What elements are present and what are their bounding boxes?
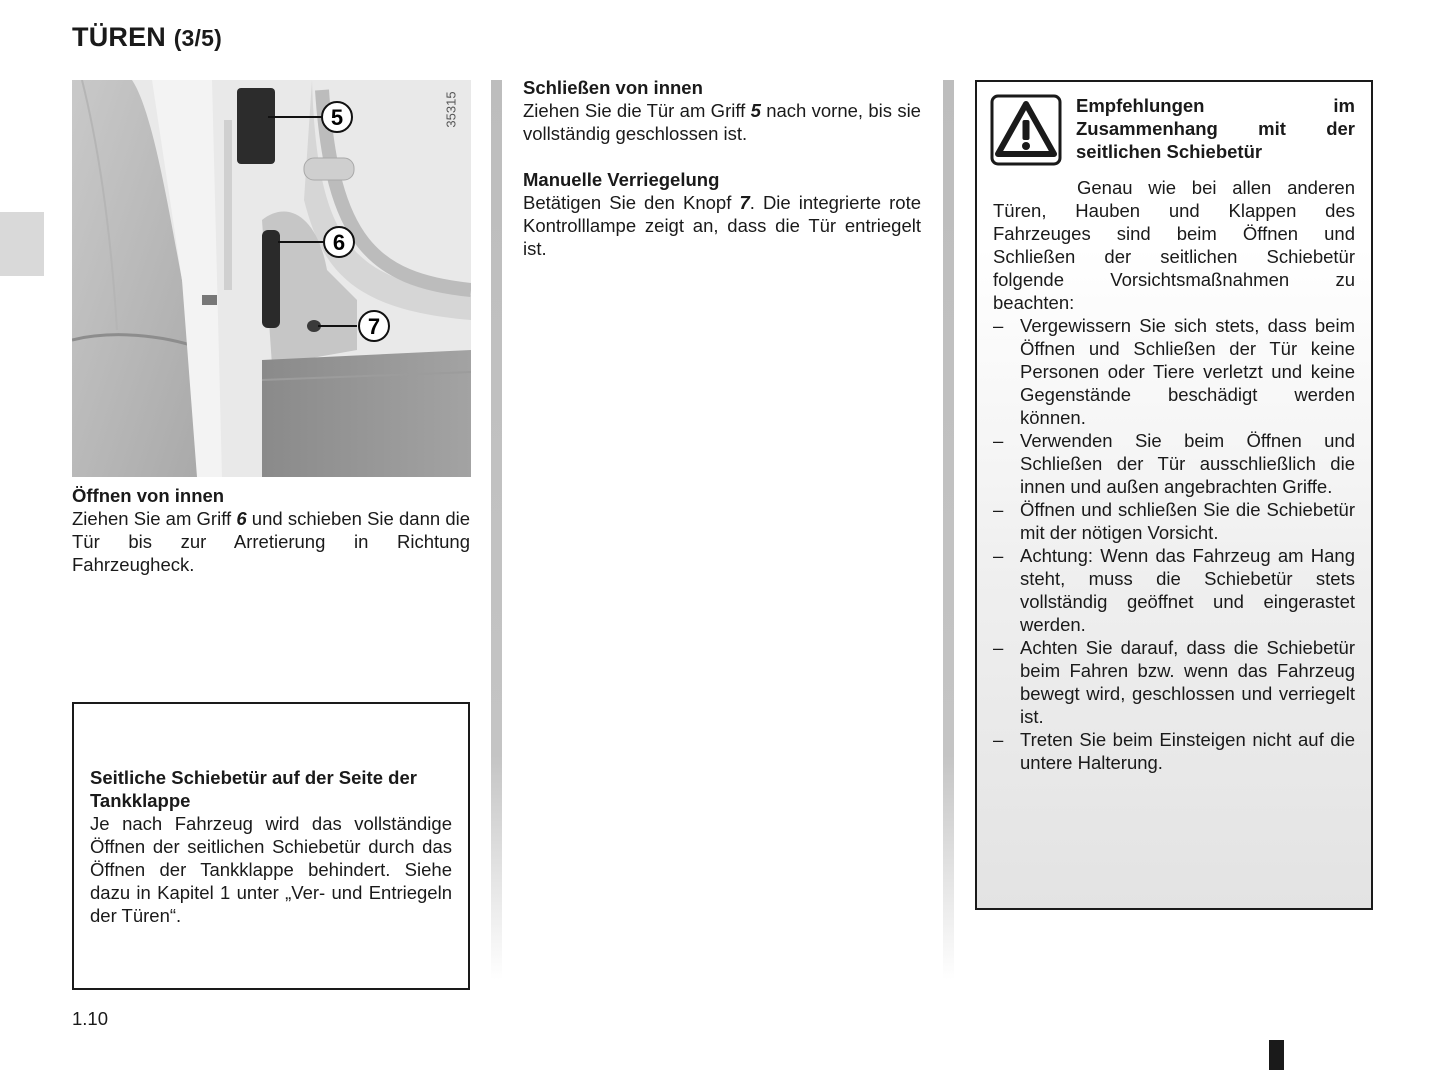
ref-number: 7 bbox=[739, 192, 750, 213]
info-box-heading: Seitliche Schiebetür auf der Seite der Tankklappe bbox=[90, 767, 417, 811]
warning-title: Empfehlungen im Zusammenhang mit der seitlichen Schiebetür bbox=[1076, 95, 1355, 162]
figure-code-label: 35315 bbox=[443, 91, 459, 128]
page-title bbox=[72, 22, 222, 53]
door-interior-photo bbox=[72, 80, 471, 477]
page-edge-marker bbox=[1269, 1040, 1284, 1070]
figure-code bbox=[437, 88, 477, 132]
warning-triangle-icon bbox=[990, 94, 1062, 166]
text-fragment: Ziehen Sie am Griff bbox=[72, 508, 237, 529]
section-open-inside-body bbox=[72, 507, 470, 576]
section-manual-lock-body bbox=[523, 191, 921, 260]
warning-header bbox=[993, 94, 1355, 166]
fuel-flap-info-box bbox=[72, 702, 470, 990]
callout-6-label: 6 bbox=[332, 230, 346, 255]
list-item: – Achten Sie darauf, dass die Schiebetür beim Fahren bzw. wenn das Fahrzeug bewegt wird, geschlossen und verriegelt ist. bbox=[993, 636, 1355, 728]
callout-7 bbox=[359, 311, 389, 341]
section-close-inside-heading: Schließen von innen bbox=[523, 77, 703, 98]
text-fragment: nach vorne, bis sie vollständig geschlossen ist. bbox=[523, 100, 921, 144]
column-middle bbox=[523, 76, 921, 260]
list-item: – Vergewissern Sie sich stets, dass beim Öffnen und Schließen der Tür keine Personen oder Tiere verletzt und keine Gegenstände beschädigt werden können. bbox=[993, 314, 1355, 429]
page-number: 1.10 bbox=[72, 1008, 109, 1029]
section-open-inside bbox=[72, 484, 470, 576]
text-fragment: . Die integrierte rote Kontrolllampe zeigt an, dass die Tür entriegelt ist. bbox=[523, 192, 922, 259]
callout-5 bbox=[322, 102, 352, 132]
page-title-main: TÜREN bbox=[72, 22, 166, 52]
page-title-part: (3/5) bbox=[173, 25, 222, 51]
section-manual-lock-heading: Manuelle Verriegelung bbox=[523, 169, 720, 190]
section-open-inside-heading: Öffnen von innen bbox=[72, 485, 225, 506]
section-close-inside-body bbox=[523, 99, 921, 145]
column-divider-right bbox=[943, 80, 954, 980]
callout-5-label: 5 bbox=[330, 105, 344, 130]
callout-6 bbox=[324, 227, 354, 257]
chapter-tab bbox=[0, 212, 44, 276]
text-fragment: Ziehen Sie die Tür am Griff bbox=[523, 100, 751, 121]
list-item: – Treten Sie beim Einsteigen nicht auf die untere Halterung. bbox=[993, 728, 1355, 774]
ref-number: 5 bbox=[750, 100, 761, 121]
text-fragment: Betätigen Sie den Knopf bbox=[523, 192, 740, 213]
sliding-door-warning-box bbox=[975, 80, 1373, 910]
warning-intro: Genau wie bei allen anderen Türen, Hauben und Klappen des Fahrzeuges sind beim Öffnen und Schließen der seitlichen Schiebetür folgende Vorsichtsmaßnahmen zu beachten: bbox=[993, 177, 1355, 313]
callout-7-label: 7 bbox=[367, 314, 381, 339]
text-fragment: und schieben Sie dann die Tür bis zur Arretierung in Richtung Fahrzeugheck. bbox=[72, 508, 471, 575]
warning-list bbox=[993, 314, 1355, 774]
column-divider-left bbox=[491, 80, 502, 980]
list-item: – Verwenden Sie beim Öffnen und Schließen der Tür ausschließlich die innen und außen angebrachten Griffe. bbox=[993, 429, 1355, 498]
list-item: – Öffnen und schließen Sie die Schiebetür mit der nötigen Vorsicht. bbox=[993, 498, 1355, 544]
list-item: – Achtung: Wenn das Fahrzeug am Hang steht, muss die Schiebetür stets vollständig geöffnet und eingerastet werden. bbox=[993, 544, 1355, 636]
door-photo-illustration bbox=[72, 80, 471, 477]
ref-number: 6 bbox=[236, 508, 247, 529]
info-box-body: Je nach Fahrzeug wird das vollständige Öffnen der seitlichen Schiebetür durch das Öffnen der Tankklappe behindert. Siehe dazu in Kapitel 1 unter „Ver- und Entriegeln der Türen“. bbox=[90, 813, 452, 926]
